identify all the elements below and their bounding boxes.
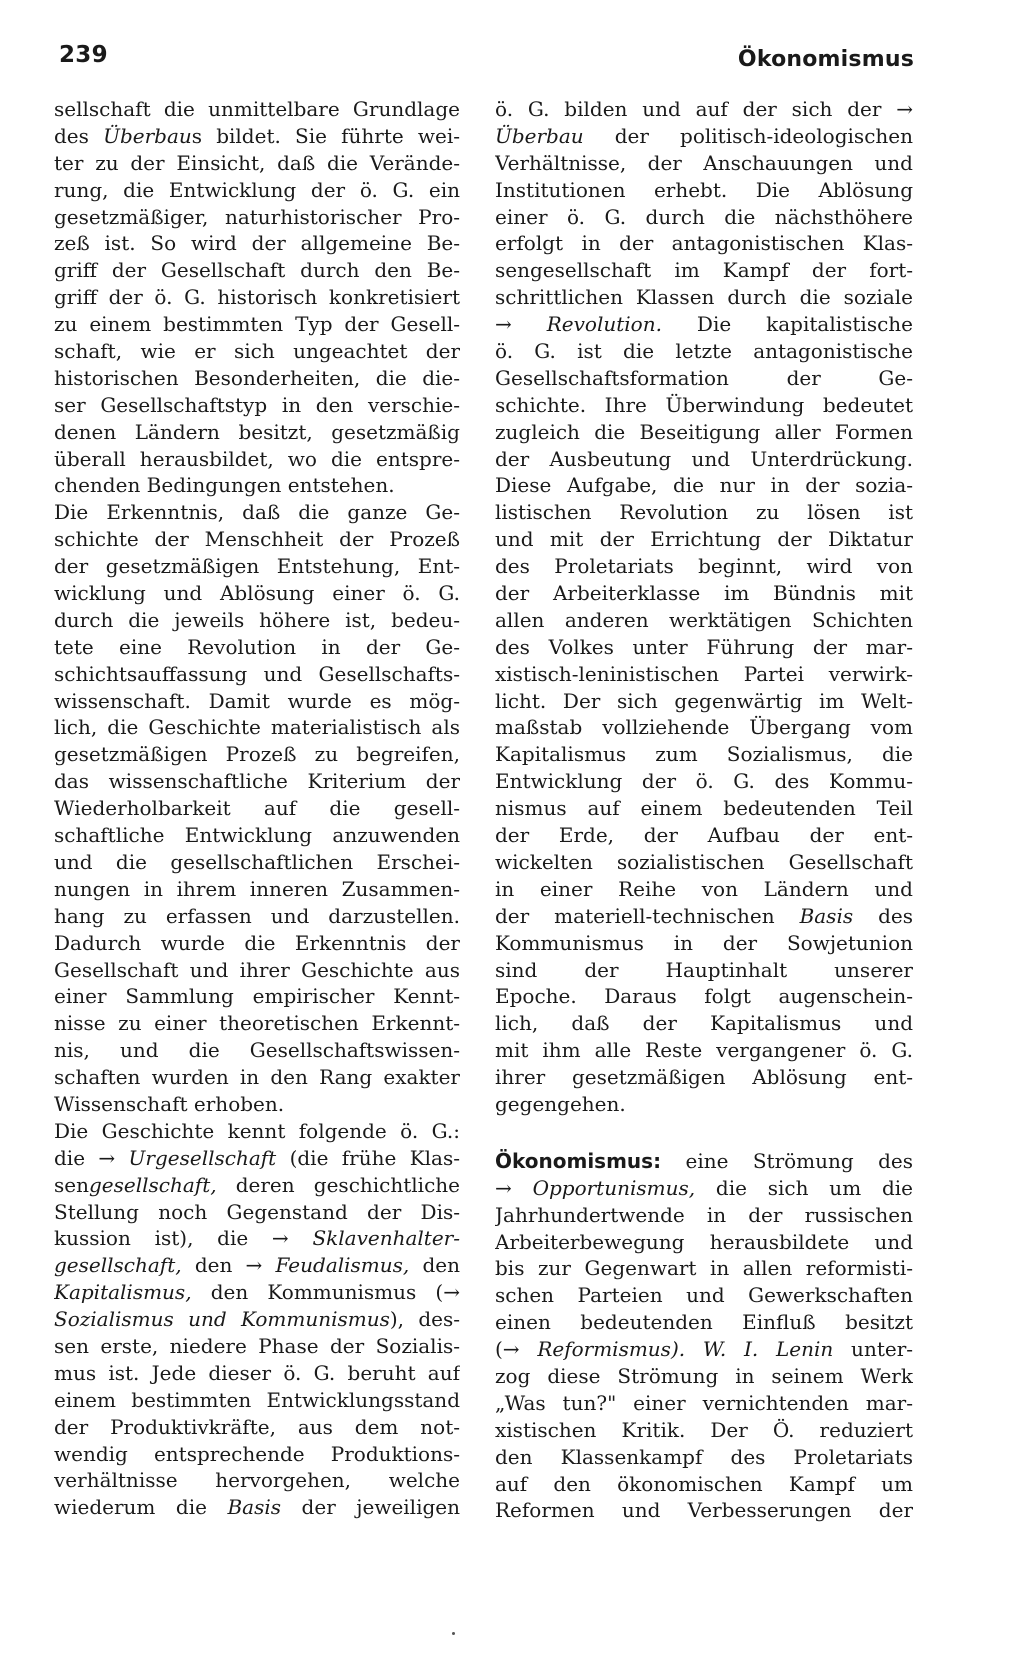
- text-line: Kommunismus in der Sowjetunion: [495, 930, 913, 955]
- text-line: einem bestimmten Entwicklungsstand: [54, 1387, 460, 1412]
- text-line: und die gesellschaftlichen Erschei-: [54, 849, 460, 874]
- text-line: lich, die Geschichte materialistisch als: [54, 715, 460, 740]
- text-line: nungen in ihrem inneren Zusammen-: [54, 876, 460, 901]
- text-line: listischen Revolution zu lösen ist: [495, 500, 913, 525]
- text-line: Entwicklung der ö. G. des Kommu-: [495, 769, 913, 794]
- text-line: wiederum die Basis der jeweiligen: [54, 1495, 460, 1520]
- running-head: Ökonomismus: [737, 47, 914, 72]
- text-line: Wiederholbarkeit auf die gesell-: [54, 796, 460, 821]
- text-line: Überbau der politisch-ideologischen: [495, 123, 913, 148]
- text-line: Stellung noch Gegenstand der Dis-: [54, 1199, 460, 1224]
- text-line: sind der Hauptinhalt unserer: [495, 957, 913, 982]
- page-number: 239: [59, 42, 108, 68]
- text-line: rung, die Entwicklung der ö. G. ein: [54, 177, 460, 202]
- text-line: der materiell-technischen Basis des: [495, 903, 913, 928]
- text-line: gegengehen.: [495, 1091, 626, 1116]
- left-text-column: [54, 96, 460, 1521]
- text-line: Die Geschichte kennt folgende ö. G.:: [54, 1118, 460, 1143]
- text-line: wicklung und Ablösung einer ö. G.: [54, 581, 460, 606]
- text-line: Die Erkenntnis, daß die ganze Ge-: [54, 500, 460, 525]
- text-line: Dadurch wurde die Erkenntnis der: [54, 930, 460, 955]
- text-line: schaft, wie er sich ungeachtet der: [54, 339, 460, 364]
- text-line: griff der Gesellschaft durch den Be-: [54, 258, 460, 283]
- text-line: nis, und die Gesellschaftswissen-: [54, 1038, 460, 1063]
- text-line: nismus auf einem bedeutenden Teil: [495, 796, 913, 821]
- text-line: nisse zu einer theoretischen Erkennt-: [54, 1011, 460, 1036]
- text-line: Reformen und Verbesserungen der: [495, 1498, 913, 1523]
- text-line: sengesellschaft, deren geschichtliche: [54, 1172, 460, 1197]
- text-line: erfolgt in der antagonistischen Klas-: [495, 231, 913, 256]
- text-line: Arbeiterbewegung herausbildete und: [495, 1229, 913, 1254]
- text-line: ser Gesellschaftstyp in den verschie-: [54, 392, 460, 417]
- text-line: durch die jeweils höhere ist, bedeu-: [54, 607, 460, 632]
- text-line: schrittlichen Klassen durch die soziale: [495, 285, 913, 310]
- text-line: verhältnisse hervorgehen, welche: [54, 1468, 460, 1493]
- text-line: ö. G. ist die letzte antagonistische: [495, 339, 913, 364]
- text-line: des Überbaus bildet. Sie führte wei-: [54, 123, 460, 148]
- text-line: bis zur Gegenwart in allen reformisti-: [495, 1256, 913, 1281]
- text-line: sengesellschaft im Kampf der fort-: [495, 258, 913, 283]
- text-line: tete eine Revolution in der Ge-: [54, 634, 460, 659]
- text-line: Institutionen erhebt. Die Ablösung: [495, 177, 913, 202]
- text-line: überall herausbildet, wo die entspre-: [54, 446, 460, 471]
- text-line: des Volkes unter Führung der mar-: [495, 634, 913, 659]
- text-line: ter zu der Einsicht, daß die Verände-: [54, 150, 460, 175]
- text-line: hang zu erfassen und darzustellen.: [54, 903, 460, 928]
- text-line: kussion ist), die → Sklavenhalter-: [54, 1226, 460, 1251]
- text-line: schichtsauffassung und Gesellschafts-: [54, 661, 460, 686]
- text-line: lich, daß der Kapitalismus und: [495, 1011, 913, 1036]
- text-line: chenden Bedingungen entstehen.: [54, 473, 395, 498]
- text-line: Kapitalismus zum Sozialismus, die: [495, 742, 913, 767]
- text-line: gesetzmäßiger, naturhistorischer Pro-: [54, 204, 460, 229]
- text-line: (→ Reformismus). W. I. Lenin unter-: [495, 1337, 913, 1362]
- text-line: wendig entsprechende Produktions-: [54, 1441, 460, 1466]
- text-line: Gesellschaft und ihrer Geschichte aus: [54, 957, 460, 982]
- text-line: licht. Der sich gegenwärtig im Welt-: [495, 688, 913, 713]
- text-line: griff der ö. G. historisch konkretisiert: [54, 285, 460, 310]
- text-line: schaftliche Entwicklung anzuwenden: [54, 823, 460, 848]
- text-line: wissenschaft. Damit wurde es mög-: [54, 688, 460, 713]
- text-line: der gesetzmäßigen Entstehung, Ent-: [54, 554, 460, 579]
- text-line: → Revolution. Die kapitalistische: [495, 312, 913, 337]
- text-line: schichte der Menschheit der Prozeß: [54, 527, 460, 552]
- text-line: und mit der Errichtung der Diktatur: [495, 527, 913, 552]
- text-line: schen Parteien und Gewerkschaften: [495, 1283, 913, 1308]
- text-line: Kapitalismus, den Kommunismus (→: [54, 1280, 460, 1305]
- text-line: gesetzmäßigen Prozeß zu begreifen,: [54, 742, 460, 767]
- text-line: wickelten sozialistischen Gesellschaft: [495, 849, 913, 874]
- text-line: ö. G. bilden und auf der sich der →: [495, 97, 913, 121]
- entry-gap: [495, 1118, 913, 1148]
- text-line: zeß ist. So wird der allgemeine Be-: [54, 231, 460, 256]
- text-line: → Opportunismus, die sich um die: [495, 1175, 913, 1200]
- text-line: der Ausbeutung und Unterdrückung.: [495, 446, 913, 471]
- text-line: der Arbeiterklasse im Bündnis mit: [495, 581, 913, 606]
- text-line: zog diese Strömung in seinem Werk: [495, 1363, 913, 1388]
- text-line: den Klassenkampf des Proletariats: [495, 1444, 913, 1469]
- text-line: Verhältnisse, der Anschauungen und: [495, 150, 913, 175]
- text-line: zu einem bestimmten Typ der Gesell-: [54, 312, 460, 337]
- text-line: Gesellschaftsformation der Ge-: [495, 365, 913, 390]
- text-line: denen Ländern besitzt, gesetzmäßig: [54, 419, 460, 444]
- text-line: maßstab vollziehende Übergang vom: [495, 715, 913, 740]
- text-line: Jahrhundertwende in der russischen: [495, 1202, 913, 1227]
- text-line: schichte. Ihre Überwindung bedeutet: [495, 392, 913, 417]
- text-line: sellschaft die unmittelbare Grundlage: [54, 97, 460, 121]
- text-line: Wissenschaft erhoben.: [54, 1091, 285, 1116]
- text-line: einen bedeutenden Einfluß besitzt: [495, 1310, 913, 1335]
- text-line: xistischen Kritik. Der Ö. reduziert: [495, 1417, 913, 1442]
- text-line: ihrer gesetzmäßigen Ablösung ent-: [495, 1065, 913, 1090]
- text-line: einer ö. G. durch die nächsthöhere: [495, 204, 913, 229]
- text-line: in einer Reihe von Ländern und: [495, 876, 913, 901]
- text-line: schaften wurden in den Rang exakter: [54, 1065, 460, 1090]
- text-line: mit ihm alle Reste vergangener ö. G.: [495, 1038, 913, 1063]
- text-line: auf den ökonomischen Kampf um: [495, 1471, 913, 1496]
- text-line: der Produktivkräfte, aus dem not-: [54, 1414, 460, 1439]
- text-line: Epoche. Daraus folgt augenschein-: [495, 984, 913, 1009]
- text-line: einer Sammlung empirischer Kennt-: [54, 984, 460, 1009]
- text-line: die → Urgesellschaft (die frühe Klas-: [54, 1145, 460, 1170]
- text-line: Diese Aufgabe, die nur in der sozia-: [495, 473, 913, 498]
- text-line: „Was tun?" einer vernichtenden mar-: [495, 1390, 913, 1415]
- text-line: gesellschaft, den → Feudalismus, den: [54, 1253, 460, 1278]
- text-line: das wissenschaftliche Kriterium der: [54, 769, 460, 794]
- text-line: sen erste, niedere Phase der Sozialis-: [54, 1333, 460, 1358]
- text-line: zugleich die Beseitigung aller Formen: [495, 419, 913, 444]
- text-line: allen anderen werktätigen Schichten: [495, 607, 913, 632]
- text-line: mus ist. Jede dieser ö. G. beruht auf: [54, 1360, 460, 1385]
- text-line: der Erde, der Aufbau der ent-: [495, 823, 913, 848]
- text-line: historischen Besonderheiten, die die-: [54, 365, 460, 390]
- print-speck: [452, 1632, 455, 1635]
- text-line: Ökonomismus: eine Strömung des: [495, 1148, 913, 1173]
- text-line: des Proletariats beginnt, wird von: [495, 554, 913, 579]
- text-line: Sozialismus und Kommunismus), des-: [54, 1307, 460, 1332]
- right-text-column: [495, 96, 913, 1524]
- text-line: xistisch-leninistischen Partei verwirk-: [495, 661, 913, 686]
